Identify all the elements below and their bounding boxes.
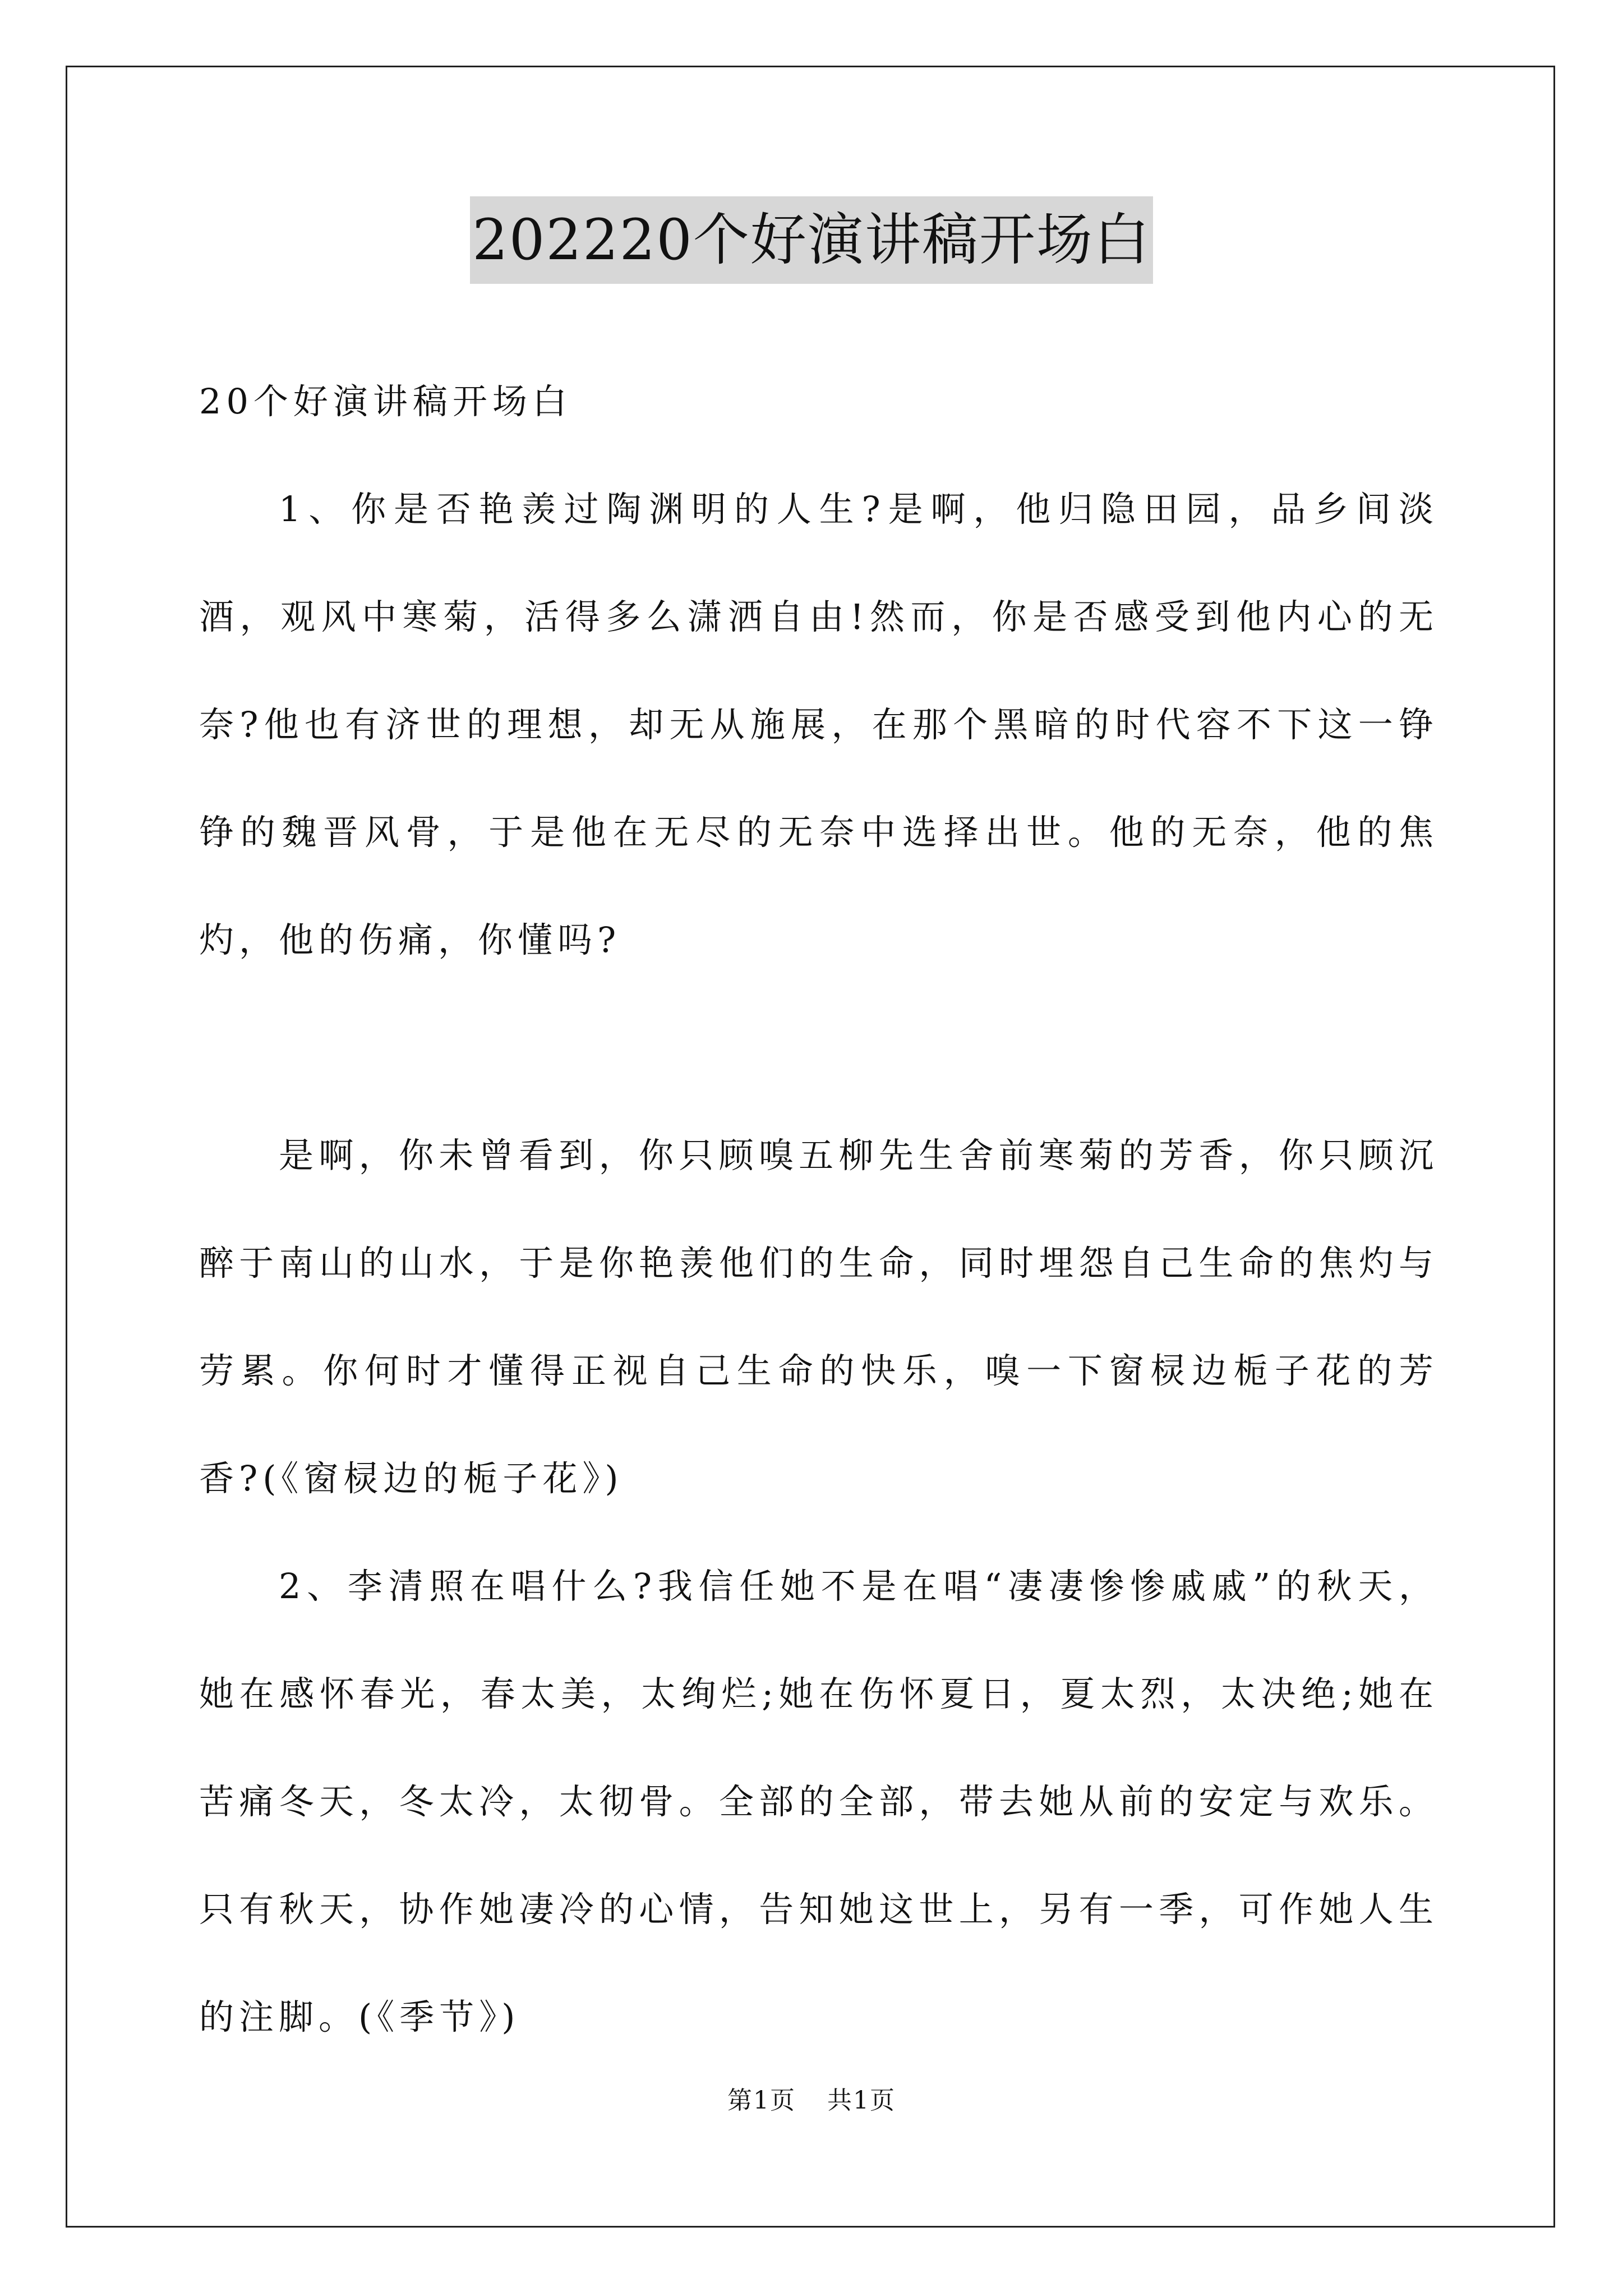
paragraph-1: 1、你是否艳羡过陶渊明的人生?是啊，他归隐田园，品乡间淡酒，观风中寒菊，活得多么潇洒自由!然而，你是否感受到他内心的无奈?他也有济世的理想，却无从施展，在那个黑暗的时代容不下这一铮铮的魏晋风骨，于是他在无尽的无奈中选择出世。他的无奈，他的焦灼，他的伤痛，你懂吗? xyxy=(199,489,1438,960)
paragraph-3: 2、李清照在唱什么?我信任她不是在唱“凄凄惨惨戚戚”的秋天，她在感怀春光，春太美，太绚烂;她在伤怀夏日，夏太烈，太决绝;她在苦痛冬天，冬太冷，太彻骨。全部的全部，带去她从前的安定与欢乐。只有秋天，协作她凄冷的心情，告知她这世上，另有一季，可作她人生的注脚。(《季节》) xyxy=(199,1566,1438,2037)
paragraph-2: 是啊，你未曾看到，你只顾嗅五柳先生舍前寒菊的芳香，你只顾沉醉于南山的山水，于是你艳羡他们的生命，同时埋怨自己生命的焦灼与劳累。你何时才懂得正视自己生命的快乐，嗅一下窗棂边栀子花的芳香?(《窗棂边的栀子花》) xyxy=(199,1135,1438,1499)
title-container xyxy=(0,196,1623,284)
page-number-current: 第1页 xyxy=(727,2086,796,2115)
document-body xyxy=(199,348,1438,2071)
document-title: 202220个好演讲稿开场白 xyxy=(470,196,1153,284)
document-subtitle: 20个好演讲稿开场白 xyxy=(199,381,572,422)
page-footer xyxy=(0,2080,1623,2116)
blank-line xyxy=(199,994,1438,1102)
page-number-total: 共1页 xyxy=(827,2086,896,2115)
